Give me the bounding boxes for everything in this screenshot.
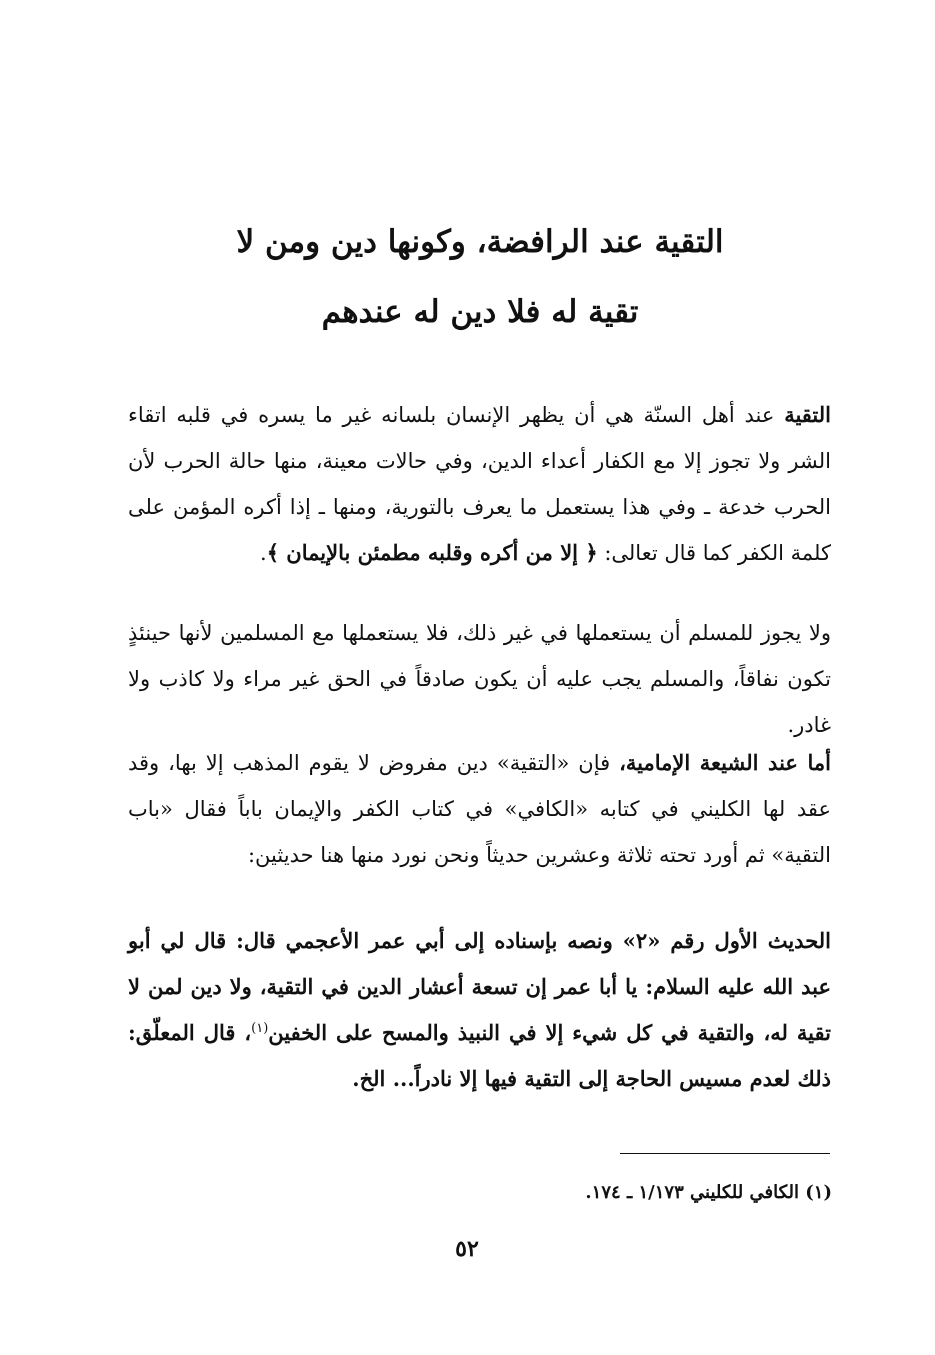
paragraph-sunni-taqiyya (128, 392, 831, 576)
hadith-text: الحديث الأول رقم «٢» ونصه بإسناده إلى أبي عمر الأعجمي قال: قال لي أبو عبد الله عليه السلام: يا أبا عمر إن تسعة أعشار الدين في التقية، ولا دين لمن لا تقية له، والتقية في كل شيء إلا في النبيذ والمسح على الخفين (128, 928, 831, 1045)
paragraph-lead-word: التقية (784, 402, 831, 427)
paragraph-body: عند أهل السنّة هي أن يظهر الإنسان بلسانه غير ما يسره في قلبه اتقاء الشر ولا تجوز إلا مع الكفار أعداء الدين، وفي حالات معينة، منها حالة الحرب لأن الحرب خدعة ـ وفي هذا يستعمل ما يعرف بالتورية، ومنها ـ إذا أكره المؤمن على كلمة الكفر كما قال تعالى: (128, 403, 831, 565)
chapter-title-line-2: تقية له فلا دين له عندهم (321, 294, 639, 330)
paragraph-body: ولا يجوز للمسلم أن يستعملها في غير ذلك، فلا يستعملها مع المسلمين لأنها حينئذٍ تكون نفاقاً، والمسلم يجب عليه أن يكون صادقاً في الحق غير مراء ولا كاذب ولا غادر. (128, 621, 831, 737)
footnote-divider (620, 1153, 830, 1154)
footnote-reference[interactable]: (١) (251, 1021, 269, 1036)
paragraph-body: فإن «التقية» دين مفروض لا يقوم المذهب إلا بها، وقد عقد لها الكليني في كتابه «الكافي» في كتاب الكفر والإيمان باباً فقال «باب التقية» ثم أورد تحته ثلاثة وعشرين حديثاً ونحن نورد منها هنا حديثين: (128, 751, 831, 867)
page-number: ٥٢ (455, 1236, 479, 1262)
hadith-commentary: ، قال المعلّق: ذلك لعدم مسيس الحاجة إلى التقية فيها إلا نادراً... الخ. (128, 1020, 831, 1091)
chapter-title-line-1: التقية عند الرافضة، وكونها دين ومن لا (236, 224, 724, 260)
paragraph-muslim-prohibition (128, 610, 831, 748)
paragraph-lead-phrase: أما عند الشيعة الإمامية، (619, 750, 832, 775)
footnote: (١) الكافي للكليني ١/١٧٣ ـ ١٧٤. (585, 1182, 832, 1203)
paragraph-first-hadith (128, 918, 831, 1102)
quran-verse: ﴿ إلا من أكره وقلبه مطمئن بالإيمان ﴾ (266, 540, 598, 565)
paragraph-end-mark: . (260, 541, 267, 565)
paragraph-shia-taqiyya (128, 740, 831, 878)
